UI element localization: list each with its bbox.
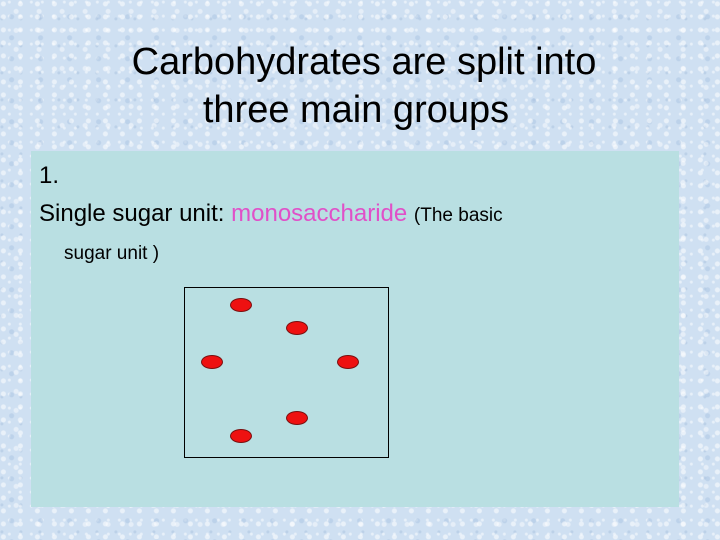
note-start: (The basic [413,205,503,226]
body-text [39,157,503,235]
content-panel [31,151,679,507]
note-continuation: sugar unit ) [64,243,160,264]
highlight-term: monosaccharide [231,200,408,227]
monosaccharide-diagram [184,287,389,458]
sugar-molecule [201,355,223,369]
slide-title [0,38,720,134]
lead-text: Single sugar unit: [39,200,232,227]
title-line-2: three main groups [202,89,510,131]
sugar-molecule [286,411,308,425]
definition-line [39,195,503,235]
sugar-molecule [230,298,252,312]
item-number: 1. [39,162,60,189]
sugar-molecule [286,321,308,335]
title-line-1: Carbohydrates are split into [131,41,597,83]
sugar-molecule [337,355,359,369]
sugar-molecule [230,429,252,443]
